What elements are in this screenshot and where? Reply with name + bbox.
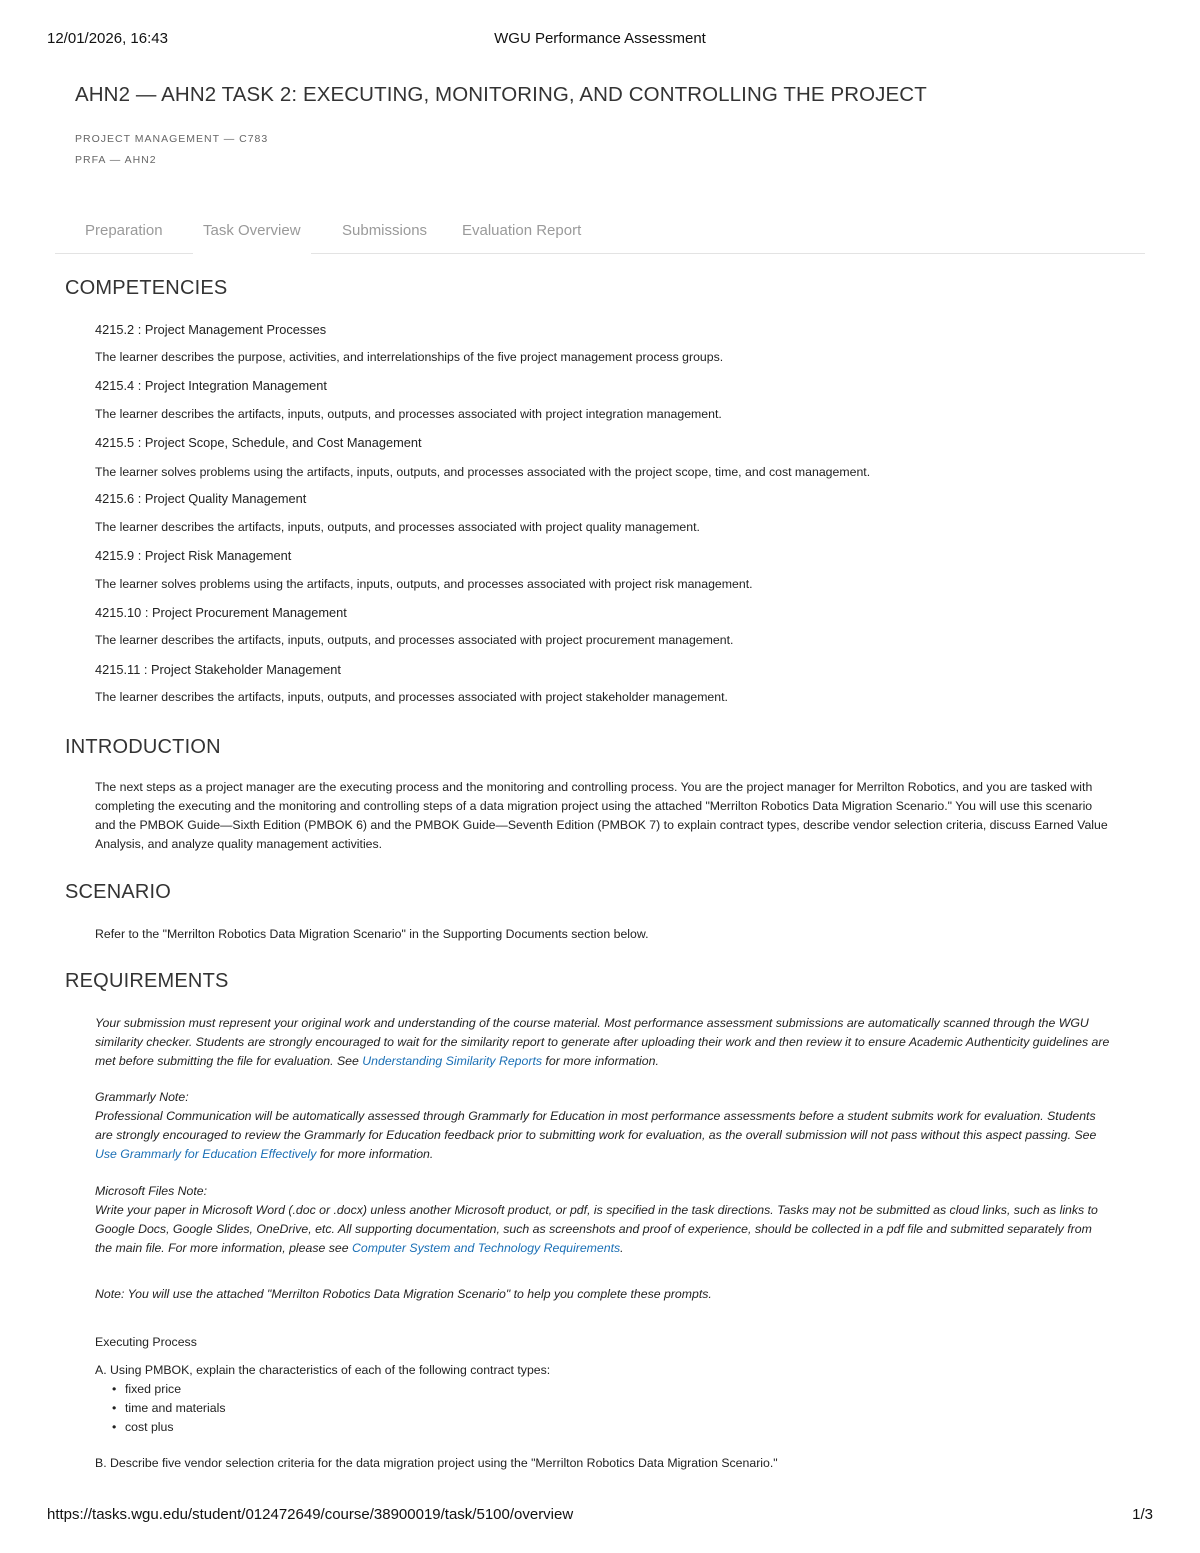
prompt-b: B. Describe five vendor selection criteria for the data migration project using the "Merrilton Robotics Data Migration Scenario.": [95, 1456, 778, 1470]
competency-title: 4215.10 : Project Procurement Management: [95, 605, 347, 620]
prompt-a: A. Using PMBOK, explain the characteristics of each of the following contract types:: [95, 1363, 551, 1377]
scenario-text: Refer to the "Merrilton Robotics Data Migration Scenario" in the Supporting Documents section below.: [95, 927, 649, 941]
print-header: [47, 30, 1153, 48]
original-work-text: Your submission must represent your original work and understanding of the course material. Most performance assessment submissions are automatically scanned through the WGU similarity checker. Students are strongly encouraged to wait for the similarity report to generate after uploading their work and then review it to ensure Academic Authenticity guidelines are met before submitting the file for evaluation. See: [95, 1016, 1110, 1068]
competency-description: The learner solves problems using the artifacts, inputs, outputs, and processes associated with the project scope, time, and cost management.: [95, 465, 871, 479]
competency-title: 4215.5 : Project Scope, Schedule, and Cost Management: [95, 435, 422, 450]
tab-bar: [55, 213, 1145, 254]
competency-name: Project Stakeholder Management: [150, 662, 341, 677]
competency-code: 4215.2: [95, 322, 135, 337]
competency-title: 4215.9 : Project Risk Management: [95, 548, 292, 563]
tech-requirements-link[interactable]: Computer System and Technology Requirements: [352, 1241, 621, 1255]
contract-types-list: [95, 1380, 225, 1437]
microsoft-note-title: Microsoft Files Note:: [95, 1184, 208, 1198]
competency-description: The learner describes the artifacts, inputs, outputs, and processes associated with project quality management.: [95, 520, 700, 534]
competency-code: 4215.6: [95, 491, 135, 506]
original-work-note: [95, 1014, 1110, 1071]
competency-code: 4215.10: [95, 605, 142, 620]
competency-name: Project Risk Management: [144, 548, 292, 563]
tab-task-overview[interactable]: Task Overview: [203, 213, 301, 253]
competency-title: 4215.11 : Project Stakeholder Management: [95, 662, 341, 677]
scenario-heading: SCENARIO: [65, 881, 172, 903]
competency-code: 4215.5: [95, 435, 135, 450]
competencies-heading: COMPETENCIES: [65, 277, 228, 299]
grammarly-after: for more information.: [316, 1147, 434, 1161]
tab-submissions[interactable]: Submissions: [342, 222, 428, 239]
original-work-after: for more information.: [542, 1054, 659, 1068]
assessment-code: PRFA — AHN2: [75, 154, 157, 166]
list-item: • cost plus: [125, 1418, 225, 1437]
print-footer: [47, 1506, 1153, 1524]
competency-code: 4215.4: [95, 378, 135, 393]
competency-title: 4215.2 : Project Management Processes: [95, 322, 327, 337]
course-label: PROJECT MANAGEMENT — C783: [75, 133, 269, 145]
microsoft-text: Write your paper in Microsoft Word (.doc or .docx) unless another Microsoft product, or pdf, is specified in the task directions. Tasks may not be submitted as cloud links, such as links to Google Docs, Google Slides, OneDrive, etc. All supporting documentation, such as screenshots and proof of experience, should be collected in a pdf file and submitted separately from the main file. For more information, please see: [95, 1203, 1098, 1255]
competency-title: 4215.6 : Project Quality Management: [95, 491, 307, 506]
print-url: https://tasks.wgu.edu/student/012472649/course/38900019/task/5100/overview: [47, 1506, 574, 1523]
competency-code: 4215.11: [95, 662, 141, 677]
competency-description: The learner describes the purpose, activities, and interrelationships of the five project management process groups.: [95, 350, 724, 364]
competency-description: The learner solves problems using the artifacts, inputs, outputs, and processes associated with project risk management.: [95, 577, 753, 591]
competency-description: The learner describes the artifacts, inputs, outputs, and processes associated with project stakeholder management.: [95, 690, 728, 704]
print-datetime: 12/01/2026, 16:43: [47, 30, 168, 47]
competency-name: Project Integration Management: [144, 378, 327, 393]
competency-name: Project Scope, Schedule, and Cost Management: [144, 435, 422, 450]
competency-description: The learner describes the artifacts, inputs, outputs, and processes associated with project integration management.: [95, 407, 722, 421]
competency-name: Project Management Processes: [144, 322, 327, 337]
list-item: • time and materials: [125, 1399, 225, 1418]
similarity-reports-link[interactable]: Understanding Similarity Reports: [362, 1054, 543, 1068]
page-number: 1/3: [1132, 1506, 1153, 1523]
tab-preparation[interactable]: Preparation: [85, 222, 163, 239]
competency-title: 4215.4 : Project Integration Management: [95, 378, 327, 393]
competency-code: 4215.9: [95, 548, 135, 563]
introduction-text: The next steps as a project manager are the executing process and the monitoring and controlling process. You are the project manager for Merrilton Robotics, and you are tasked with completing the executing and the monitoring and controlling steps of a data migration project using the attached "Merrilton Robotics Data Migration Scenario." You will use this scenario and the PMBOK Guide—Sixth Edition (PMBOK 6) and the PMBOK Guide—Seventh Edition (PMBOK 7) to explain contract types, describe vendor selection criteria, discuss Earned Value Analysis, and analyze quality management activities.: [95, 780, 1108, 851]
competency-name: Project Procurement Management: [151, 605, 347, 620]
tab-evaluation-report[interactable]: Evaluation Report: [462, 222, 582, 239]
grammarly-link[interactable]: Use Grammarly for Education Effectively: [95, 1147, 317, 1161]
microsoft-note: [95, 1201, 1110, 1258]
executing-process-title: Executing Process: [95, 1335, 197, 1349]
competency-description: The learner describes the artifacts, inputs, outputs, and processes associated with project procurement management.: [95, 633, 734, 647]
competency-name: Project Quality Management: [144, 491, 307, 506]
list-item: • fixed price: [125, 1380, 225, 1399]
grammarly-note-title: Grammarly Note:: [95, 1090, 189, 1104]
grammarly-text: Professional Communication will be automatically assessed through Grammarly for Education in most performance assessments before a student submits work for evaluation. Students are strongly encouraged to review the Grammarly for Education feedback prior to submitting work for evaluation, as the overall submission will not pass without this aspect passing. See: [95, 1109, 1097, 1142]
introduction-heading: INTRODUCTION: [65, 736, 221, 758]
microsoft-after: .: [620, 1241, 624, 1255]
requirements-heading: REQUIREMENTS: [65, 970, 229, 992]
scenario-note: Note: You will use the attached "Merrilton Robotics Data Migration Scenario" to help you complete these prompts.: [95, 1287, 712, 1301]
page-title: AHN2 — AHN2 TASK 2: EXECUTING, MONITORING, AND CONTROLLING THE PROJECT: [75, 83, 927, 106]
print-title: WGU Performance Assessment: [494, 30, 706, 47]
grammarly-note: [95, 1107, 1110, 1164]
